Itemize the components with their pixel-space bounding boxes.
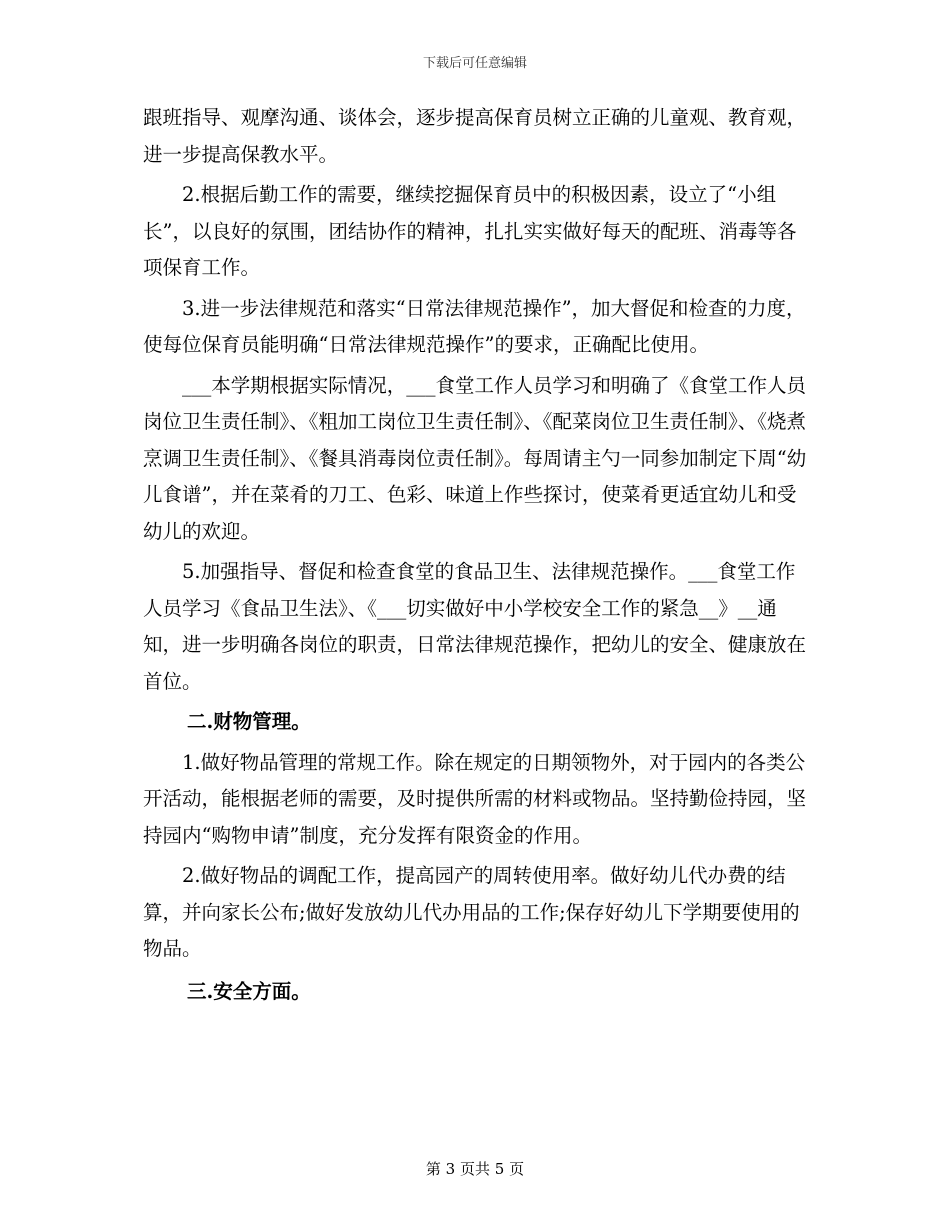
paragraph-5: 5.加强指导、督促和检查食堂的食品卫生、法律规范操作。___食堂工作人员学习《食品卫生法》、《___切实做好中小学校安全工作的紧急__》__通知，进一步明确各岗位的职责，日常法律规范操作，把幼儿的安全、健康放在首位。 <box>143 560 807 693</box>
paragraph-3: 3.进一步法律规范和落实“日常法律规范操作”，加大督促和检查的力度，使每位保育员能明确“日常法律规范操作”的要求，正确配比使用。 <box>143 296 806 356</box>
paragraph-2: 2.根据后勤工作的需要，继续挖掘保育员中的积极因素，设立了“小组长”，以良好的氛围，团结协作的精神，扎扎实实做好每天的配班、消毒等各项保育工作。 <box>143 183 797 279</box>
paragraph-7: 2.做好物品的调配工作，提高园产的周转使用率。做好幼儿代办费的结算，并向家长公布;做好发放幼儿代办用品的工作;保存好幼儿下学期要使用的物品。 <box>143 864 800 960</box>
paragraph-4: ___本学期根据实际情况，___食堂工作人员学习和明确了《食堂工作人员岗位卫生责任制》、《粗加工岗位卫生责任制》、《配菜岗位卫生责任制》、《烧煮烹调卫生责任制》、《餐具消毒岗位责任制》。每周请主勺一同参加制定下周“幼儿食谱”，并在菜肴的刀工、色彩、味道上作些探讨，使菜肴更适宜幼儿和受幼儿的欢迎。 <box>143 373 807 543</box>
section-heading-finance: 二.财物管理。 <box>187 710 311 733</box>
document-body <box>143 100 808 1014</box>
paragraph-1: 跟班指导、观摩沟通、谈体会，逐步提高保育员树立正确的儿童观、教育观，进一步提高保教水平。 <box>143 106 807 166</box>
paragraph-6: 1.做好物品管理的常规工作。除在规定的日期领物外，对于园内的各类公开活动，能根据老师的需要，及时提供所需的材料或物品。坚持勤俭持园，坚持园内“购物申请”制度，充分发挥有限资金的作用。 <box>143 750 807 847</box>
page-header: 下载后可任意编辑 <box>422 56 527 71</box>
page-footer: 第 3 页共 5 页 <box>425 1160 525 1178</box>
section-heading-safety: 三.安全方面。 <box>187 979 311 1003</box>
